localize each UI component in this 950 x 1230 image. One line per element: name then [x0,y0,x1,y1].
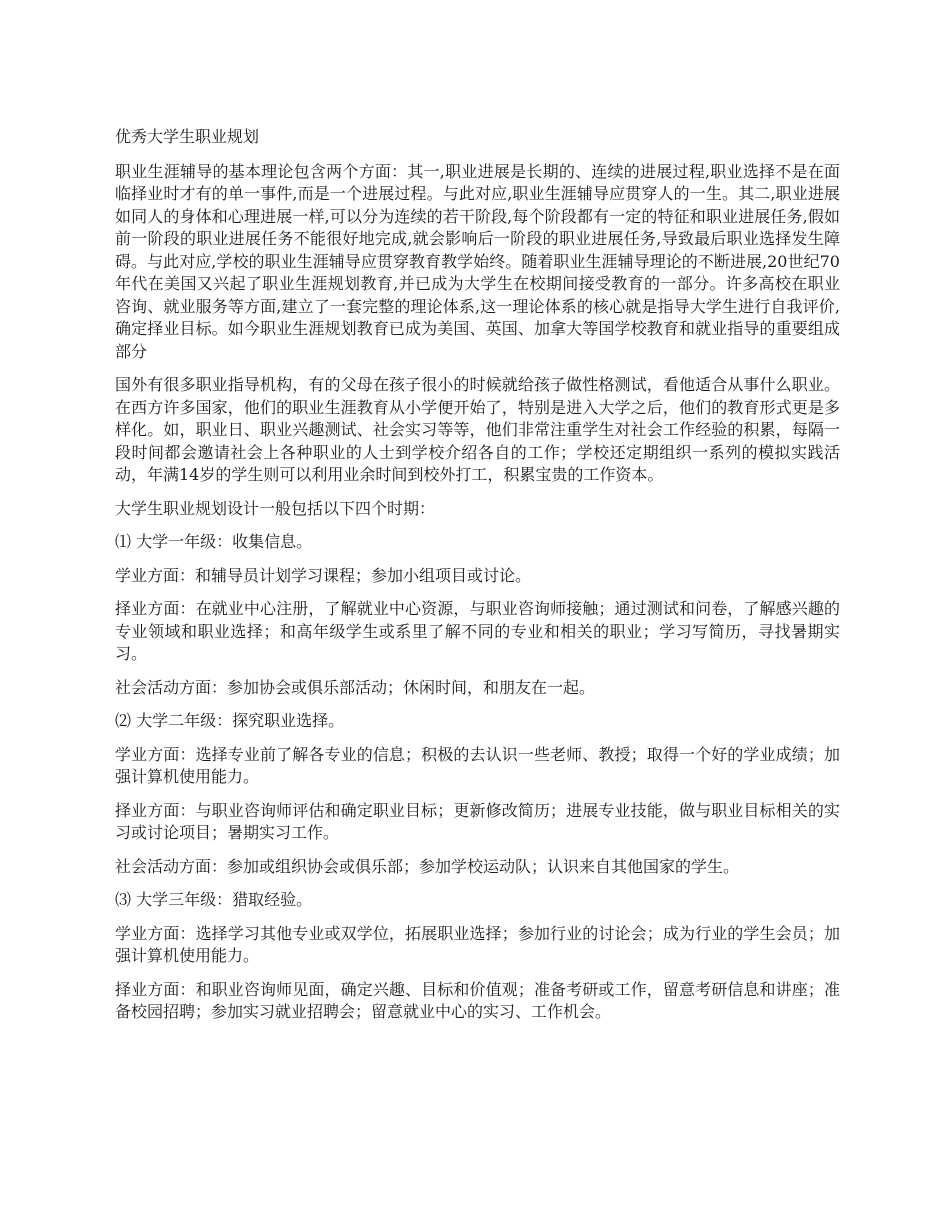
paragraph-year-two-academic: 学业方面：选择专业前了解各专业的信息；积极的去认识一些老师、教授；取得一个好的学业成绩；加强计算机使用能力。 [115,744,840,786]
paragraph-year-one-social: 社会活动方面：参加协会或俱乐部活动；休闲时间，和朋友在一起。 [115,677,596,697]
document-title: 优秀大学生职业规划 [115,127,260,146]
paragraph-year-two-social: 社会活动方面：参加或组织协会或俱乐部；参加学校运动队；认识来自其他国家的学生。 [115,856,740,876]
paragraph-year-one-academic: 学业方面：和辅导员计划学习课程；参加小组项目或讨论。 [115,565,532,585]
paragraph-theory: 职业生涯辅导的基本理论包含两个方面：其一,职业进展是长期的、连续的进展过程,职业选择不是在面临择业时才有的单一事件,而是一个进展过程。与此对应,职业生涯辅导应贯穿人的一生。其二,职业进展如同人的身体和心理进展一样,可以分为连续的若干阶段,每个阶段都有一定的特征和职业进展任务,假如前一阶段的职业进展任务不能很好地完成,就会影响后一阶段的职业进展任务,导致最后职业选择发生障碍。与此对应,学校的职业生涯辅导应贯穿教育教学始终。随着职业生涯辅导理论的不断进展,20世纪70年代在美国又兴起了职业生涯规划教育,并已成为大学生在校期间接受教育的一部分。许多高校在职业咨询、就业服务等方面,建立了一套完整的理论体系,这一理论体系的核心就是指导大学生进行自我评价,确定择业目标。如今职业生涯规划教育已成为美国、英国、加拿大等国学校教育和就业指导的重要组成部分 [115,161,840,361]
paragraph-year-three-academic: 学业方面：选择学习其他专业或双学位，拓展职业选择；参加行业的讨论会；成为行业的学生会员；加强计算机使用能力。 [115,923,840,965]
paragraph-year-three-career: 择业方面：和职业咨询师见面，确定兴趣、目标和价值观；准备考研或工作，留意考研信息和讲座；准备校园招聘；参加实习就业招聘会；留意就业中心的实习、工作机会。 [115,979,840,1021]
heading-year-one: ⑴ 大学一年级：收集信息。 [115,532,313,551]
paragraph-year-one-career: 择业方面：在就业中心注册，了解就业中心资源，与职业咨询师接触；通过测试和问卷，了解感兴趣的专业领域和职业选择；和高年级学生或系里了解不同的专业和相关的职业；学习写简历，寻找暑期实习。 [115,599,840,663]
document-body [115,126,840,1035]
heading-year-two: ⑵ 大学二年级：探究职业选择。 [115,711,345,730]
paragraph-foreign: 国外有很多职业指导机构，有的父母在孩子很小的时候就给孩子做性格测试，看他适合从事什么职业。在西方许多国家，他们的职业生涯教育从小学便开始了，特别是进入大学之后，他们的教育形式更是多样化。如，职业日、职业兴趣测试、社会实习等等，他们非常注重学生对社会工作经验的积累，每隔一段时间都会邀请社会上各种职业的人士到学校介绍各自的工作；学校还定期组织一系列的模拟实践活动，年满14岁的学生则可以利用业余时间到校外打工，积累宝贵的工作资本。 [115,375,840,484]
heading-year-three: ⑶ 大学三年级：猎取经验。 [115,890,313,909]
paragraph-periods-intro: 大学生职业规划设计一般包括以下四个时期： [115,498,436,518]
paragraph-year-two-career: 择业方面：与职业咨询师评估和确定职业目标；更新修改简历；进展专业技能，做与职业目标相关的实习或讨论项目；暑期实习工作。 [115,800,840,842]
